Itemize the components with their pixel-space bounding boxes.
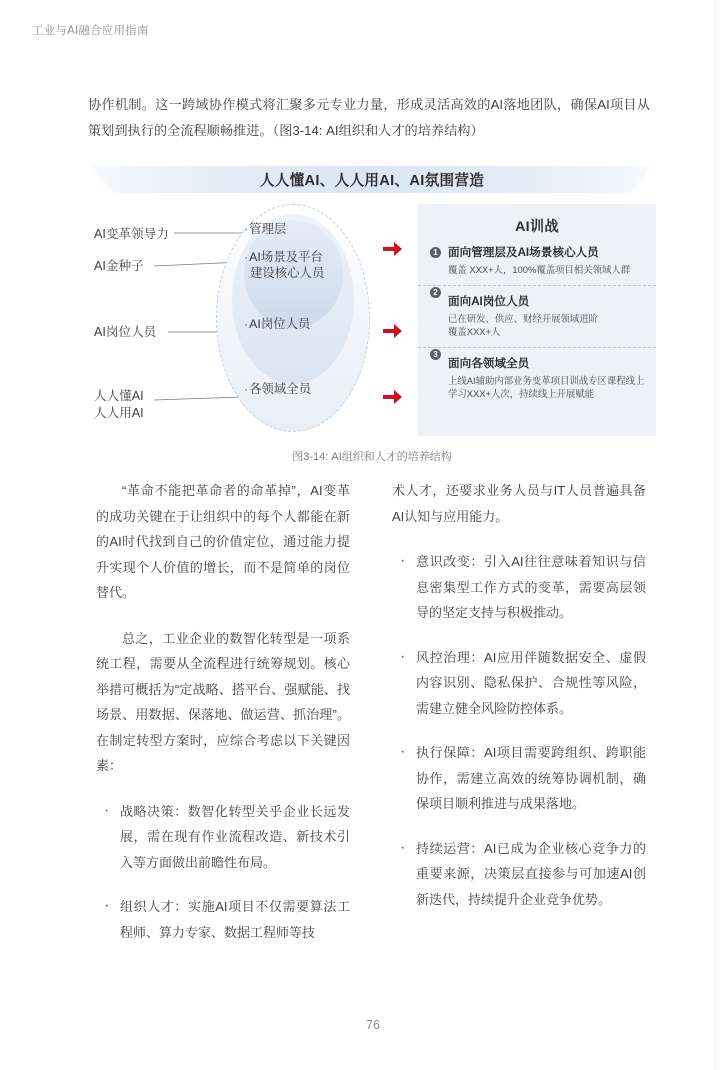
running-header: 工业与AI融合应用指南 (32, 25, 149, 37)
left-label-4 (94, 388, 144, 421)
list-item: · 意识改变：引入AI往往意味着知识与信息密集型工作方式的变革，需要高层领导的坚定支持与积极推动。 (392, 549, 646, 626)
list-item: · 持续运营：AI已成为企业核心竞争力的重要来源，决策层直接参与可加速AI创新迭代，持续提升企业竞争优势。 (392, 836, 646, 913)
document-page (10, 0, 716, 1070)
left-bullet-list (96, 799, 350, 946)
right-continuation-paragraph: 术人才，还要求业务人员与IT人员普遍具备AI认知与应用能力。 (392, 483, 646, 524)
left-label-4-line1: 人人懂AI (94, 389, 144, 403)
bullet-dot-icon: · (244, 222, 249, 236)
figure-caption: 图3-14: AI组织和人才的培养结构 (292, 451, 452, 463)
bullet-dot-icon: · (244, 250, 249, 264)
figure-ai-talent-structure (88, 166, 656, 466)
arrow-right-icon-1 (382, 238, 404, 260)
list-item: · 战略决策：数智化转型关乎企业长远发展，需在现有作业流程改造、新技术引入等方面做出前瞻性布局。 (96, 799, 350, 876)
left-paragraph-1: “革命不能把革命者的命革掉”，AI变革的成功关键在于让组织中的每个人都能在新的AI时代找到自己的价值定位，通过能力提升实现个人价值的增长，而不是简单的岗位替代。 (96, 483, 350, 600)
panel-title: AI训战 (515, 219, 559, 235)
left-label-2: AI金种子 (94, 259, 144, 273)
panel-item-number-icon-3: 3 (430, 349, 441, 360)
bullet-dot-icon: · (244, 382, 249, 396)
body-column-left (96, 478, 350, 964)
list-item: · 执行保障：AI项目需要跨组织、跨职能协作，需建立高效的统筹协调机制，确保项目顺利推进与成果落地。 (392, 740, 646, 817)
panel-item-3 (418, 347, 656, 400)
left-paragraph-2: 总之，工业企业的数智化转型是一项系统工程，需要从全流程进行统筹规划。核心举措可概括为“定战略、搭平台、强赋能、找场景、用数据、保落地、做运营、抓治理”。在制定转型方案时，应综合考虑以下关键因素： (96, 630, 350, 773)
panel-item-1 (418, 246, 656, 276)
panel-item-heading-2: 面向AI岗位人员 (448, 295, 530, 308)
panel-item-heading-1: 面向管理层及AI场景核心人员 (448, 246, 599, 259)
body-column-right (392, 478, 646, 931)
ellipse-label-4: ·各领域全员 (244, 382, 312, 396)
ellipse-label-2: ·AI场景及平台 建设核心人员 (244, 250, 325, 280)
panel-item-heading-3: 面向各领域全员 (448, 357, 530, 370)
list-item: · 组织人才：实施AI项目不仅需要算法工程师、算力专家、数据工程师等技 (96, 894, 350, 945)
left-label-1: AI变革领导力 (94, 227, 169, 241)
page-number: 76 (366, 1018, 380, 1032)
list-item: · 风控治理：AI应用伴随数据安全、虚假内容识别、隐私保护、合规性等风险，需建立健全风险防控体系。 (392, 645, 646, 722)
arrow-right-icon-3 (382, 386, 404, 408)
arrow-right-icon-2 (382, 320, 404, 342)
panel-item-number-icon-1: 1 (430, 247, 441, 258)
panel-item-2 (418, 285, 656, 338)
panel-item-body-3: 上线AI辅助内部业务变革项目训战专区课程线上 学习XXX+人次，持续线上开展赋能 (448, 375, 645, 399)
nested-ellipse-diagram (208, 202, 388, 432)
banner-title: 人人懂AI、人人用AI、AI氛围营造 (259, 173, 485, 189)
ellipse-label-1: ·管理层 (244, 222, 287, 236)
figure-banner (90, 166, 654, 193)
left-label-4-line2: 人人用AI (94, 405, 144, 420)
left-label-3: AI岗位人员 (94, 325, 157, 339)
ai-training-panel (418, 204, 656, 436)
bullet-dot-icon: · (244, 317, 249, 331)
panel-item-body-2: 已在研发、供应、财经开展领域进阶 覆盖XXX+人 (448, 313, 599, 337)
panel-item-list (418, 236, 656, 400)
right-bullet-list (392, 549, 646, 912)
ellipse-label-3: ·AI岗位人员 (244, 317, 311, 331)
panel-item-number-icon-2: 2 (430, 287, 441, 298)
panel-item-body-1: 覆盖 XXX+人，100%覆盖项目相关领域人群 (448, 264, 631, 275)
intro-paragraph: 协作机制。这一跨域协作模式将汇聚多元专业力量，形成灵活高效的AI落地团队，确保AI项目从策划到执行的全流程顺畅推进。（图3-14: AI组织和人才的培养结构） (88, 97, 650, 138)
